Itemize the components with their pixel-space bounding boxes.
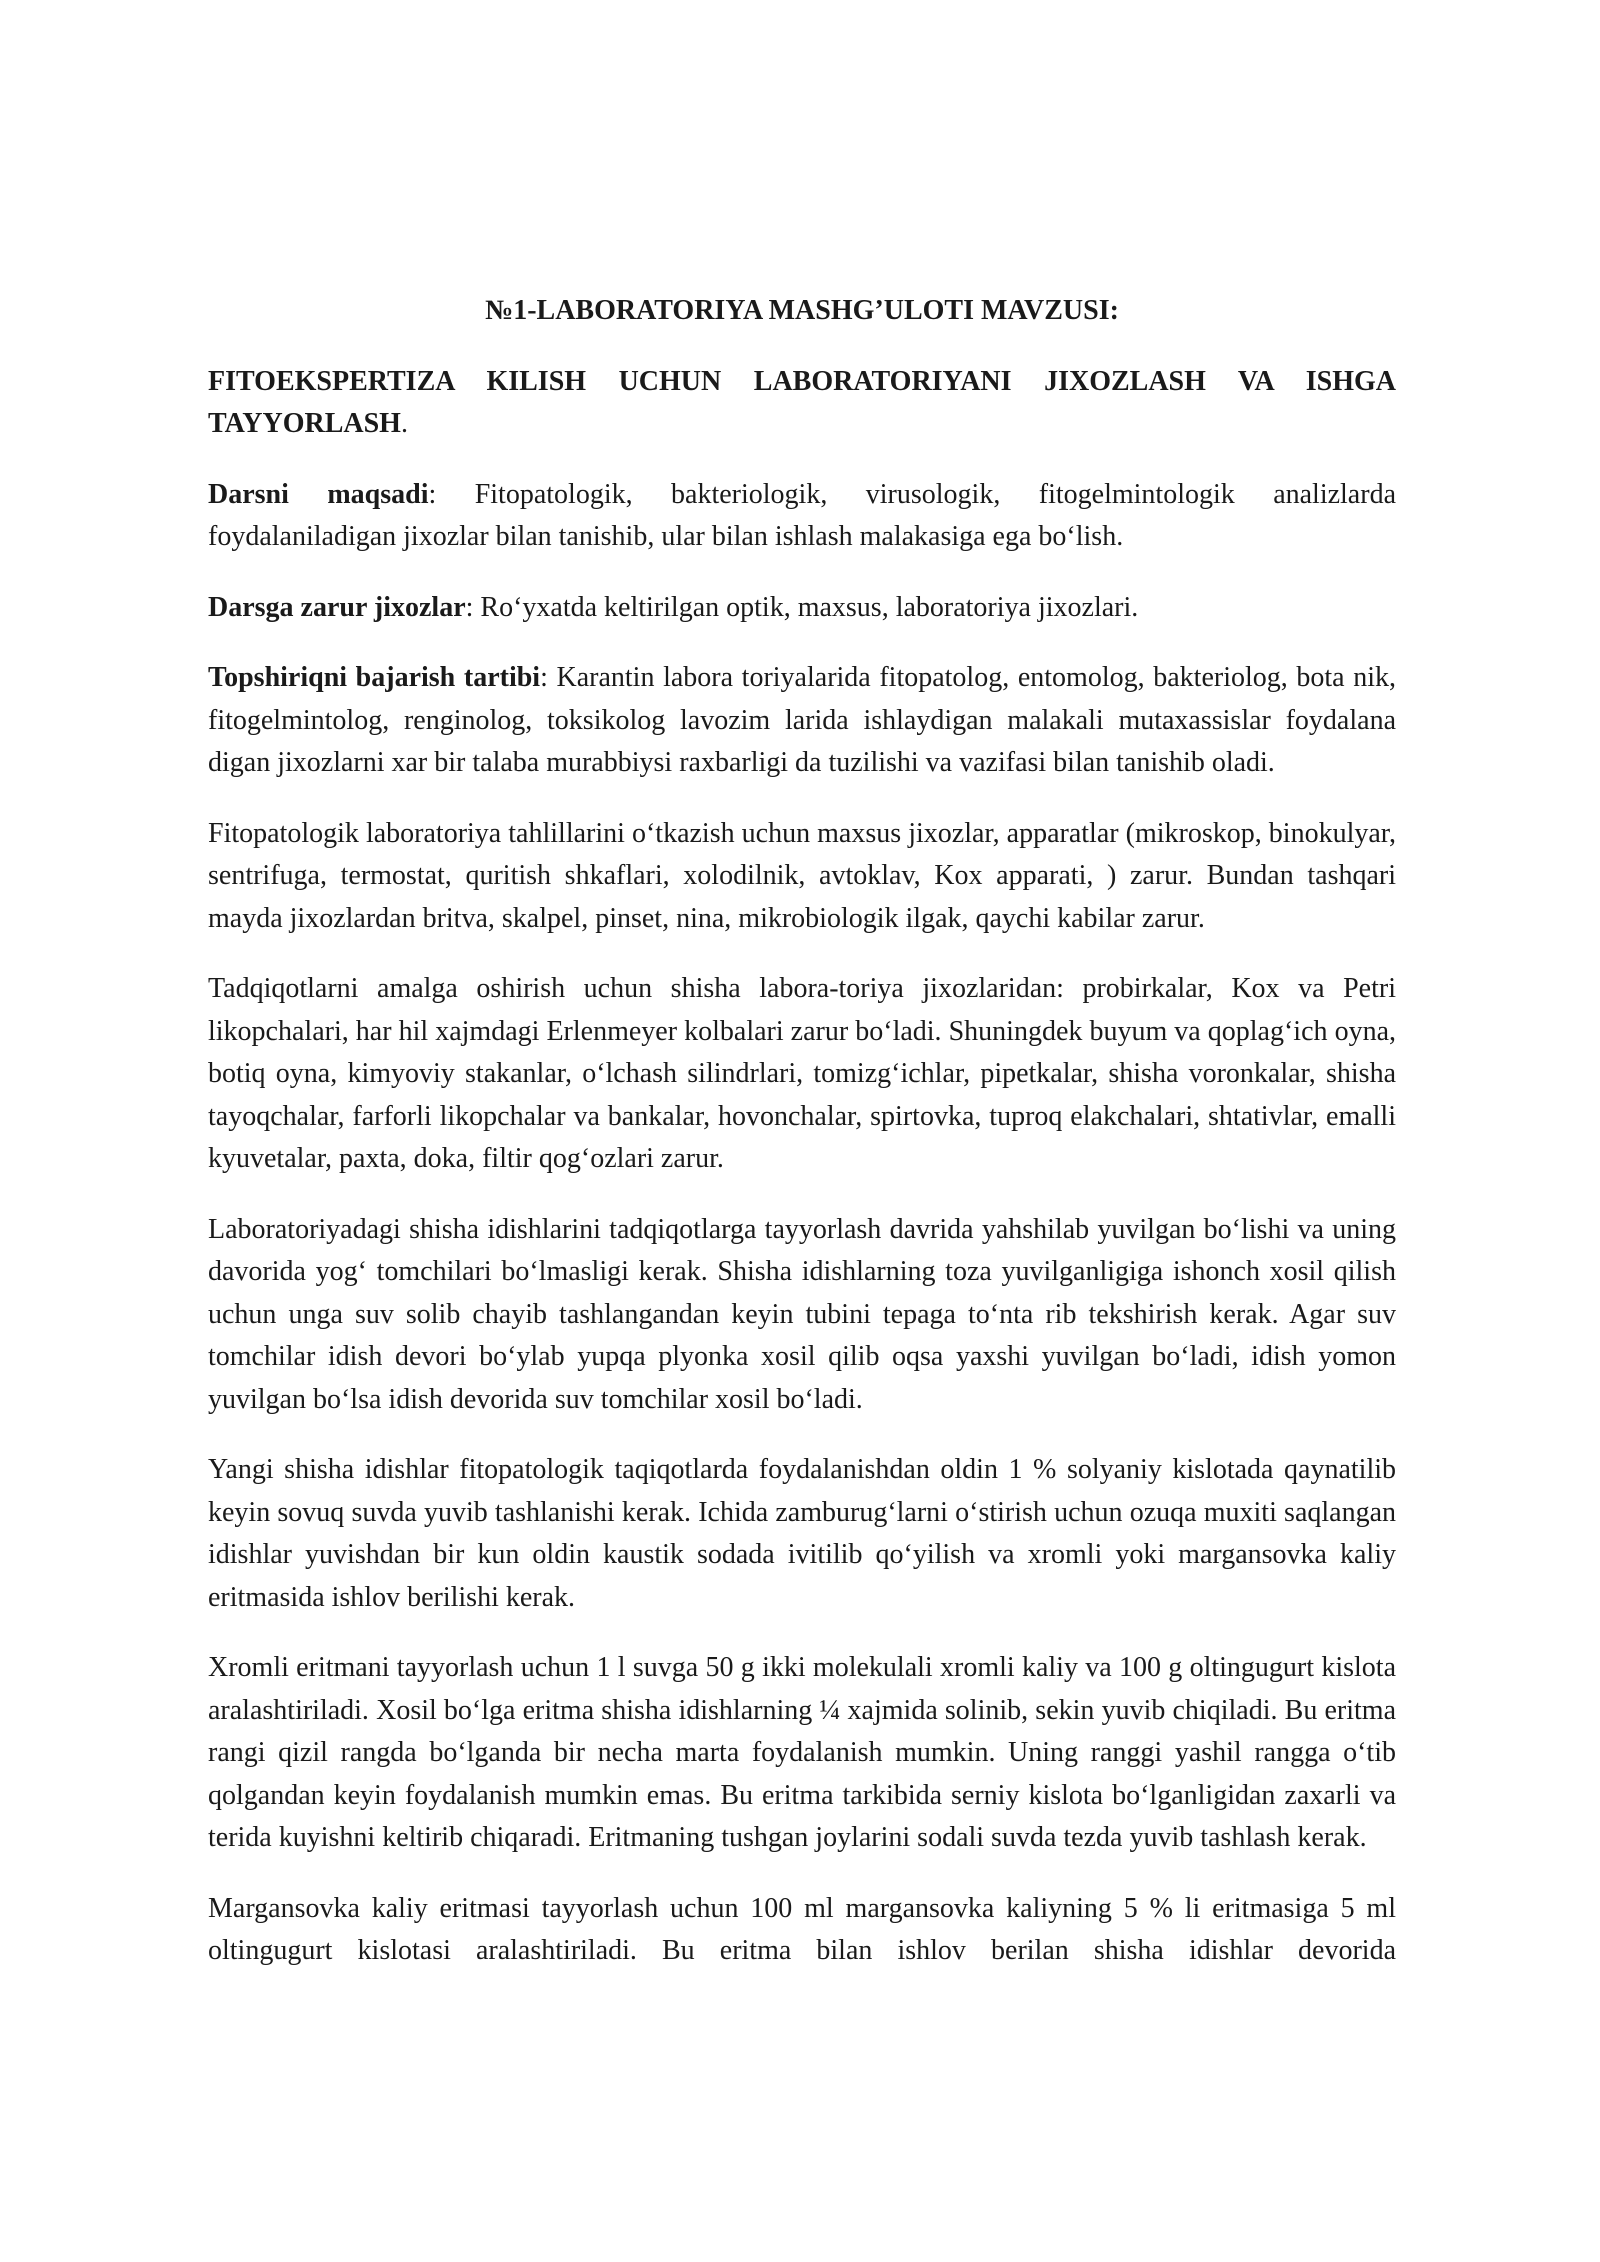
document-title: №1-LABORATORIYA MASHG’ULOTI MAVZUSI: <box>485 295 1119 326</box>
subtitle-period: . <box>400 408 408 439</box>
body-paragraph: Margansovka kaliy eritmasi tayyorlash uchun 100 ml margansovka kaliyning 5 % li eritmasiga 5 ml oltingugurt kislotasi aralashtiriladi. Bu eritma bilan ishlov berilan shisha idishlar devorida <box>208 1892 1396 1966</box>
body-paragraph: Xromli eritmani tayyorlash uchun 1 l suvga 50 g ikki molekulali xromli kaliy va 100 g oltingugurt kislota aralashtiriladi. Xosil bo‘lga eritma shisha idishlarning ¼ xajmida solinib, sekin yuvib chiqiladi. Bu eritma rangi qizil rangda bo‘lganda bir necha marta foydalanish mumkin. Uning ranggi yashil rangga o‘tib qolgandan keyin foydalanish mumkin emas. Bu eritma tarkibida serniy kislota bo‘lganligidan zaxarli va terida kuyishni keltirib chiqaradi. Eritmaning tushgan joylarini sodali suvda tezda yuvib tashlash kerak. <box>208 1652 1396 1853</box>
body-paragraph: Yangi shisha idishlar fitopatologik taqiqotlarda foydalanishdan oldin 1 % solyaniy kislotada qaynatilib keyin sovuq suvda yuvib tashlanishi kerak. Ichida zamburug‘larni o‘stirish uchun ozuqa muxiti saqlangan idishlar yuvishdan bir kun oldin kaustik sodada ivitilib qo‘yilish va xromli yoki margansovka kaliy eritmasida ishlov berilishi kerak. <box>208 1454 1396 1613</box>
section-procedure-label: Topshiriqni bajarish tartibi <box>208 662 541 693</box>
section-equipment-text: : Ro‘yxatda keltirilgan optik, maxsus, laboratoriya jixozlari. <box>465 591 1139 623</box>
section-procedure-text: : Karantin labora toriyalarida fitopatolog, entomolog, bakteriolog, bota nik, fitogelmintolog, renginolog, toksikolog lavozim larida ishlaydigan malakali mutaxassislar foydalana digan jixozlarni xar bir talaba murabbiysi raxbarligi da tuzilishi va vazifasi bilan tanishib oladi. <box>208 662 1396 778</box>
document-subtitle <box>208 361 1396 446</box>
body-paragraph: Tadqiqotlarni amalga oshirish uchun shisha labora-toriya jixozlaridan: probirkalar, Kox va Petri likopchalari, har hil xajmdagi Erlenmeyer kolbalari zarur bo‘ladi. Shuningdek buyum va qoplag‘ich oyna, botiq oyna, kimyoviy stakanlar, o‘lchash silindrlari, tomizg‘ichlar, pipetkalar, shisha voronkalar, shisha tayoqchalar, farforli likopchalar va bankalar, hovonchalar, spirtovka, tuproq elakchalari, shtativlar, emalli kyuvetalar, paxta, doka, filtir qog‘ozlari zarur. <box>208 973 1396 1174</box>
subtitle-text: FITOEKSPERTIZA KILISH UCHUN LABORATORIYANI JIXOZLASH VA ISHGA TAYYORLASH <box>208 365 1396 439</box>
section-equipment-label: Darsga zarur jixozlar <box>208 591 466 623</box>
body-paragraph: Fitopatologik laboratoriya tahlillarini o‘tkazish uchun maxsus jixozlar, apparatlar (mikroskop, binokulyar, sentrifuga, termostat, quritish shkaflari, xolodilnik, avtoklav, Kox apparati, ) zarur. Bundan tashqari mayda jixozlardan britva, skalpel, pinset, nina, mikrobiologik ilgak, qaychi kabilar zarur. <box>208 817 1396 934</box>
section-equipment <box>208 587 1396 630</box>
section-goal-text: : Fitopatologik, bakteriologik, virusologik, fitogelmintologik analizlarda foydalaniladigan jixozlar bilan tanishib, ular bilan ishlash malakasiga ega bo‘lish. <box>208 478 1396 552</box>
section-procedure <box>208 657 1396 785</box>
section-goal-label: Darsni maqsadi <box>208 478 429 510</box>
body-paragraph: Laboratoriyadagi shisha idishlarini tadqiqotlarga tayyorlash davrida yahshilab yuvilgan bo‘lishi va uning davorida yog‘ tomchilari bo‘lmasligi kerak. Shisha idishlarning toza yuvilganligiga ishonch xosil qilish uchun unga suv solib chayib tashlangandan keyin tubini tepaga to‘nta rib tekshirish kerak. Agar suv tomchilar idish devori bo‘ylab yupqa plyonka xosil qilib oqsa yaxshi yuvilgan bo‘ladi, idish yomon yuvilgan bo‘lsa idish devorida suv tomchilar xosil bo‘ladi. <box>208 1213 1396 1415</box>
document-page <box>208 290 1396 1973</box>
section-goal <box>208 474 1396 559</box>
